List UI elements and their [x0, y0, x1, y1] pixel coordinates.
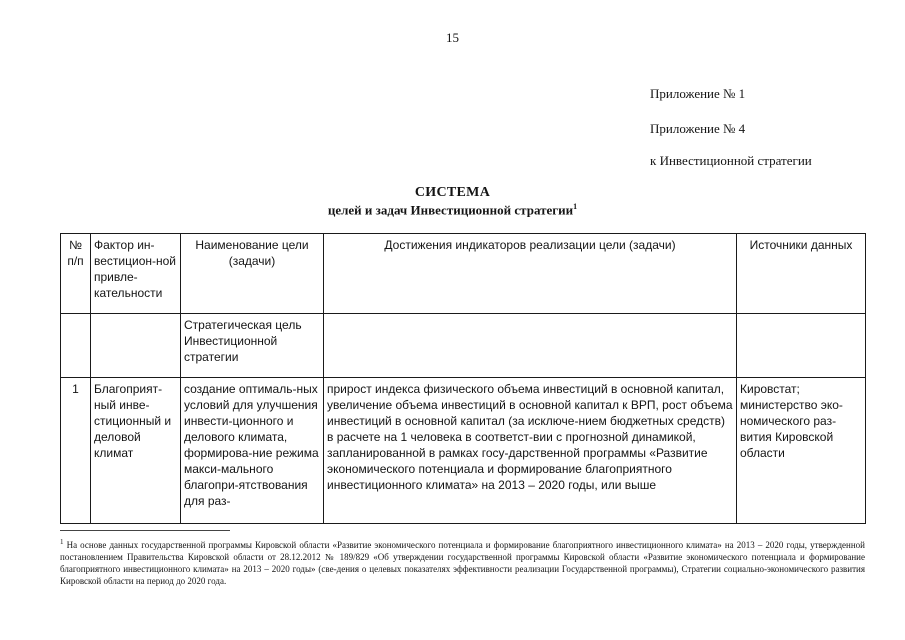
strategic-goal-cell: Стратегическая цель Инвестиционной стратегии — [181, 314, 324, 378]
footnote — [60, 536, 865, 587]
goals-table — [60, 233, 866, 524]
row-indicators-cell: прирост индекса физического объема инвестиций в основной капитал, увеличение объема инвестиций в основной капитал к ВРП, рост объема инвестиций в основной капитал (за исключе-нием бюджетных средств) в расчете на 1 человека в соответст-вии с прогнозной динамикой, запланированной в рамках госу-дарственной программы «Развитие экономического потенциала и формирование благоприятного инвестиционного климата» на 2013 – 2020 годы, или выше — [324, 378, 737, 524]
table-cell — [737, 314, 866, 378]
header-sources: Источники данных — [737, 234, 866, 314]
appendix-reference: к Инвестиционной стратегии — [650, 153, 812, 168]
row-factor-cell: Благоприят-ный инве-стиционный и деловой климат — [91, 378, 181, 524]
footnote-mark: 1 — [60, 538, 64, 546]
row-goal-cell: создание оптималь-ных условий для улучшения инвести-ционного и делового климата, формирова-ние режима макси-мального благопри-ятствования для раз- — [181, 378, 324, 524]
subtitle-text: целей и задач Инвестиционной стратегии — [327, 202, 574, 218]
footnote-text: На основе данных государственной программы Кировской области «Развитие экономического потенциала и формирование благоприятного инвестиционного климата» на 2013 – 2020 годы, утвержденной постановлением Правительства Кировской области от 28.12.2012 № 189/829 «Об утверждении государственной программы Кировской области «Развитие экономического потенциала и формирование благоприятного инвестиционного климата» на 2013 – 2020 годы» (све-дения о целевых показателях эффективности реализации Государственной программы), Стратегии социально-экономического развития Кировской области на период до 2020 года. — [60, 540, 865, 586]
footnote-divider — [60, 530, 230, 531]
table-row — [61, 378, 866, 524]
document-subtitle — [0, 202, 905, 218]
row-sources-cell: Кировстат; министерство эко-номического раз-вития Кировской области — [737, 378, 866, 524]
table-header-row — [61, 234, 866, 314]
header-indicators: Достижения индикаторов реализации цели (задачи) — [324, 234, 737, 314]
document-title: СИСТЕМА — [414, 185, 491, 200]
header-goal: Наименование цели (задачи) — [181, 234, 324, 314]
table-cell — [61, 314, 91, 378]
table-cell — [324, 314, 737, 378]
footnote-mark: 1 — [573, 202, 578, 211]
page-number: 15 — [446, 30, 459, 45]
appendix-line-2: Приложение № 4 — [650, 121, 746, 136]
row-num-cell: 1 — [61, 378, 91, 524]
table-cell — [91, 314, 181, 378]
header-num: № п/п — [61, 234, 91, 314]
strategic-goal-row — [61, 314, 866, 378]
header-factor: Фактор ин-вестицион-ной привле-кательности — [91, 234, 181, 314]
appendix-line-1: Приложение № 1 — [650, 86, 746, 101]
